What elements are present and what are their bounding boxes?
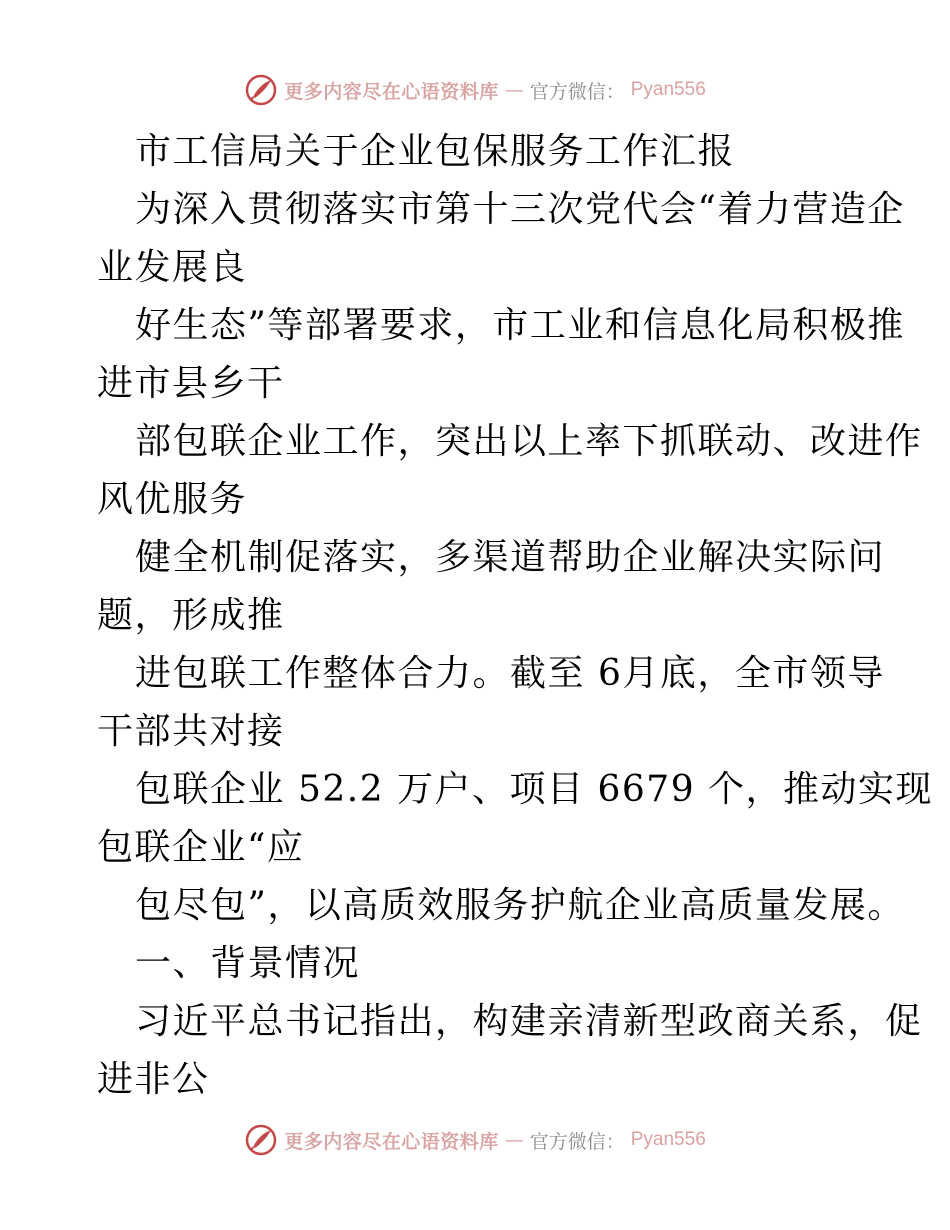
banner-title: 更多内容尽在心语资料库 bbox=[284, 1130, 499, 1153]
paragraph-line: 部包联企业工作，突出以上率下抓联动、改进作 bbox=[135, 421, 923, 462]
banner-separator: — bbox=[504, 1129, 524, 1151]
paragraph-line: 风优服务 bbox=[97, 479, 248, 520]
document-title: 市工信局关于企业包保服务工作汇报 bbox=[135, 131, 736, 172]
paragraph-line: 业发展良 bbox=[97, 247, 248, 288]
paragraph-line: 健全机制促落实，多渠道帮助企业解决实际问 bbox=[135, 537, 886, 578]
banner-wechat-label: 官方微信： bbox=[529, 1130, 625, 1153]
paragraph-line: 包尽包”，以高质效服务护航企业高质量发展。 bbox=[135, 885, 905, 926]
header-banner bbox=[0, 72, 950, 108]
banner-wechat-label: 官方微信： bbox=[529, 80, 625, 103]
paragraph-line: 包联企业“应 bbox=[97, 827, 305, 868]
banner-title: 更多内容尽在心语资料库 bbox=[284, 80, 499, 103]
document-body bbox=[97, 123, 934, 1109]
paragraph-line: 习近平总书记指出，构建亲清新型政商关系，促 bbox=[135, 1001, 923, 1042]
paragraph-line: 进市县乡干 bbox=[97, 363, 285, 404]
paragraph-line: 题，形成推 bbox=[97, 595, 285, 636]
paragraph-line: 干部共对接 bbox=[97, 711, 285, 752]
quill-logo-icon bbox=[244, 1123, 278, 1157]
footer-banner bbox=[0, 1122, 950, 1158]
section-heading: 一、背景情况 bbox=[135, 943, 361, 984]
banner-separator: — bbox=[504, 79, 524, 101]
paragraph-line: 进非公 bbox=[97, 1059, 210, 1100]
paragraph-line: 好生态”等部署要求，市工业和信息化局积极推 bbox=[135, 305, 905, 346]
paragraph-line: 进包联工作整体合力。截至 6月底，全市领导 bbox=[135, 653, 885, 694]
quill-logo-icon bbox=[244, 73, 278, 107]
paragraph-line: 为深入贯彻落实市第十三次党代会“着力营造企 bbox=[135, 189, 905, 230]
banner-wechat-id: Pyan556 bbox=[630, 79, 706, 100]
paragraph-line: 包联企业 52.2 万户、项目 6679 个，推动实现 bbox=[135, 769, 934, 810]
banner-wechat-id: Pyan556 bbox=[630, 1129, 706, 1150]
